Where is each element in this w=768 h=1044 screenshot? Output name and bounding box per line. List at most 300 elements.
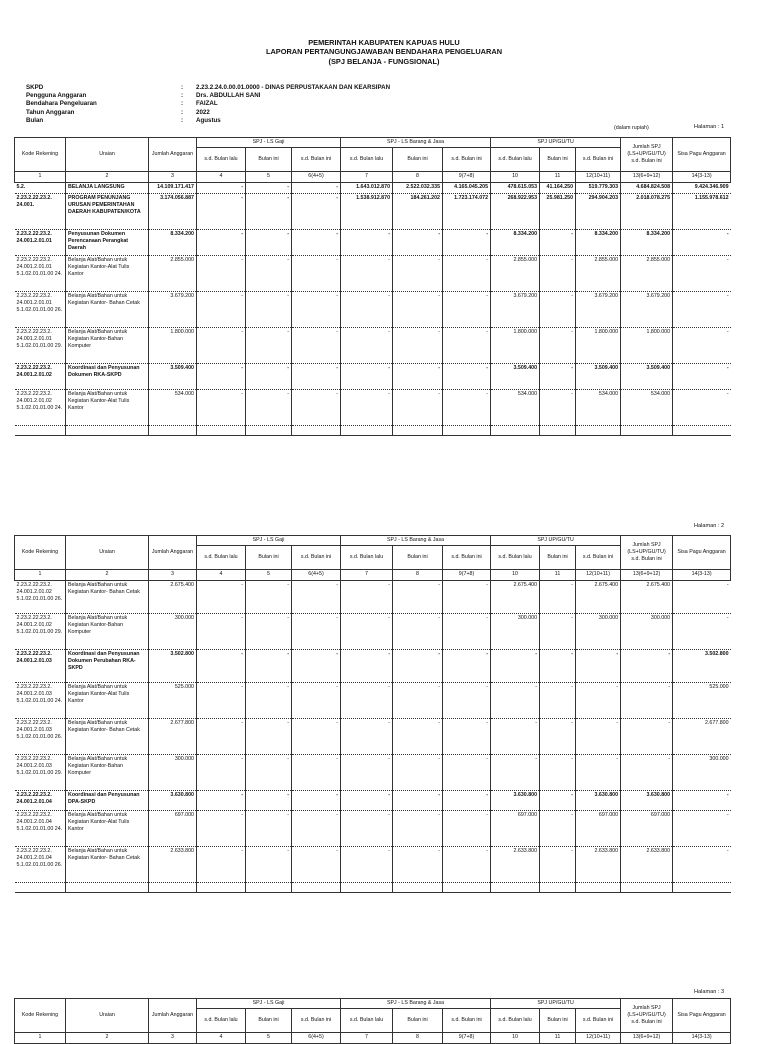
cell-amount: 2.675.400	[149, 580, 197, 613]
cell-amount: -	[443, 255, 491, 291]
cell-amount: 697.000	[621, 810, 673, 846]
col-bulan-ini: Bulan ini	[540, 546, 576, 570]
cell-amount: -	[673, 229, 731, 255]
col-sd-bulan-ini: s.d. Bulan ini	[576, 1009, 621, 1033]
meta-label: Bulan	[26, 116, 44, 124]
currency-note: (dalam rupiah)	[614, 125, 649, 131]
col-number: 4	[197, 172, 246, 182]
table-row	[15, 193, 731, 229]
table-row	[15, 613, 731, 649]
meta-value: 2.23.2.24.0.00.01.0000 - DINAS PERPUSTAKAAN DAN KEARSIPAN	[196, 84, 391, 91]
cell-amount: -	[246, 846, 292, 882]
cell-amount: -	[621, 649, 673, 682]
cell-amount: -	[443, 363, 491, 389]
cell-amount: -	[393, 613, 443, 649]
cell-amount: 3.630.800	[491, 790, 540, 810]
cell-amount: 3.509.400	[621, 363, 673, 389]
cell-uraian: Koordinasi dan Penyusunan DPA-SKPD	[66, 790, 149, 810]
cell-kode-rekening: 2.23.2.22.23.2. 24.001.2.01.02 5.1.02.01.01.00 24.	[15, 389, 66, 425]
col-sd-bulan-lalu: s.d. Bulan lalu	[491, 546, 540, 570]
col-number: 14(3-13)	[673, 1033, 731, 1043]
col-jumlah-spj	[621, 536, 673, 570]
empty-cell	[621, 882, 673, 892]
meta-value: 2022	[196, 108, 210, 116]
cell-amount: -	[246, 613, 292, 649]
cell-amount: 3.679.200	[621, 291, 673, 327]
cell-amount: -	[540, 846, 576, 882]
cell-amount: -	[540, 682, 576, 718]
cell-amount: -	[292, 193, 341, 229]
cell-amount: 294.904.203	[576, 193, 621, 229]
col-sd-bulan-ini: s.d. Bulan ini	[576, 148, 621, 172]
cell-amount: -	[491, 754, 540, 790]
col-sd-bulan-ini: s.d. Bulan ini	[576, 546, 621, 570]
col-sd-bulan-ini: s.d. Bulan ini	[292, 148, 341, 172]
cell-uraian: Belanja Alat/Bahan untuk Kegiatan Kantor- Bahan Cetak	[66, 718, 149, 754]
cell-amount: -	[443, 389, 491, 425]
cell-amount: -	[540, 718, 576, 754]
cell-kode-rekening: 2.23.2.22.23.2. 24.001.	[15, 193, 66, 229]
cell-amount: -	[576, 718, 621, 754]
col-sisa-pagu: Sisa Pagu Anggaran	[673, 999, 731, 1033]
page-number: Halaman : 3	[694, 989, 725, 995]
table-row	[15, 846, 731, 882]
cell-amount: 300.000	[149, 613, 197, 649]
table-row	[15, 255, 731, 291]
cell-kode-rekening: 2.23.2.22.23.2. 24.001.2.01.02 5.1.02.01.01.00 26.	[15, 580, 66, 613]
table-row	[15, 389, 731, 425]
cell-amount: 1.643.012.870	[341, 182, 393, 193]
cell-amount: -	[540, 255, 576, 291]
cell-amount: -	[246, 810, 292, 846]
col-jumlah-spj-line3: s.d. Bulan ini	[631, 1019, 662, 1026]
cell-amount: -	[673, 291, 731, 327]
col-group-ls-barang: SPJ - LS Barang & Jasa	[341, 138, 491, 148]
col-group-ls-barang: SPJ - LS Barang & Jasa	[341, 999, 491, 1009]
cell-amount: -	[292, 649, 341, 682]
cell-uraian: PROGRAM PENUNJANG URUSAN PEMERINTAHAN DAERAH KABUPATEN/KOTA	[66, 193, 149, 229]
cell-amount: -	[197, 754, 246, 790]
meta-label: Bendahara Pengeluaran	[26, 100, 97, 108]
cell-kode-rekening: 2.23.2.22.23.2. 24.001.2.01.03 5.1.02.01.01.00 26.	[15, 718, 66, 754]
empty-cell	[246, 882, 292, 892]
cell-amount: 697.000	[576, 810, 621, 846]
col-number: 11	[540, 172, 576, 182]
cell-amount: -	[443, 790, 491, 810]
cell-amount: -	[246, 327, 292, 363]
cell-amount: -	[197, 229, 246, 255]
cell-amount: -	[292, 327, 341, 363]
cell-amount: 300.000	[576, 613, 621, 649]
meta-label: Pengguna Anggaran	[26, 92, 87, 100]
cell-uraian: Belanja Alat/Bahan untuk Kegiatan Kantor- Bahan Cetak	[66, 846, 149, 882]
cell-amount: 2.633.800	[491, 846, 540, 882]
cell-amount: -	[443, 754, 491, 790]
col-sd-bulan-lalu: s.d. Bulan lalu	[491, 1009, 540, 1033]
cell-amount: -	[443, 846, 491, 882]
col-group-ls-barang: SPJ - LS Barang & Jasa	[341, 536, 491, 546]
col-sd-bulan-lalu: s.d. Bulan lalu	[341, 546, 393, 570]
cell-amount: 3.679.200	[576, 291, 621, 327]
cell-amount: -	[341, 327, 393, 363]
cell-amount: 300.000	[149, 754, 197, 790]
col-jumlah-spj-line1: Jumlah SPJ	[632, 1004, 661, 1011]
col-uraian: Uraian	[66, 999, 149, 1033]
cell-amount: -	[197, 718, 246, 754]
cell-amount: 2.675.400	[491, 580, 540, 613]
empty-cell	[292, 882, 341, 892]
table-row	[15, 810, 731, 846]
cell-amount: 300.000	[673, 754, 731, 790]
col-kode-rekening: Kode Rekening	[15, 536, 66, 570]
cell-amount: -	[443, 613, 491, 649]
cell-amount: -	[197, 846, 246, 882]
cell-amount: -	[292, 718, 341, 754]
cell-amount: -	[341, 363, 393, 389]
cell-amount: 697.000	[149, 810, 197, 846]
cell-amount: -	[443, 327, 491, 363]
cell-amount: 1.800.000	[576, 327, 621, 363]
col-bulan-ini: Bulan ini	[246, 148, 292, 172]
col-group-ls-gaji: SPJ - LS Gaji	[197, 138, 341, 148]
col-number: 12(10+11)	[576, 570, 621, 580]
cell-amount: -	[197, 389, 246, 425]
cell-amount: 2.675.400	[621, 580, 673, 613]
cell-amount: -	[292, 229, 341, 255]
empty-cell	[621, 425, 673, 435]
cell-amount: -	[292, 255, 341, 291]
col-number: 1	[15, 172, 66, 182]
cell-amount: 8.334.200	[149, 229, 197, 255]
col-bulan-ini: Bulan ini	[393, 148, 443, 172]
empty-cell	[443, 882, 491, 892]
empty-cell	[393, 425, 443, 435]
cell-amount: -	[443, 291, 491, 327]
cell-amount: -	[246, 182, 292, 193]
cell-amount: -	[197, 182, 246, 193]
cell-amount: -	[341, 754, 393, 790]
empty-cell	[197, 425, 246, 435]
col-group-up-gu-tu: SPJ UP/GU/TU	[491, 999, 621, 1009]
empty-cell	[576, 882, 621, 892]
cell-uraian: Koordinasi dan Penyusunan Dokumen Perubahan RKA-SKPD	[66, 649, 149, 682]
col-number: 13(6+9+12)	[621, 1033, 673, 1043]
col-uraian: Uraian	[66, 138, 149, 172]
doc-title-line1: PEMERINTAH KABUPATEN KAPUAS HULU	[308, 38, 460, 47]
col-number: 8	[393, 1033, 443, 1043]
cell-amount: -	[246, 193, 292, 229]
cell-kode-rekening: 5.2.	[15, 182, 66, 193]
col-number: 5	[246, 1033, 292, 1043]
col-sd-bulan-lalu: s.d. Bulan lalu	[341, 148, 393, 172]
cell-amount: -	[341, 790, 393, 810]
cell-amount: -	[540, 363, 576, 389]
cell-amount: -	[540, 389, 576, 425]
cell-amount: -	[197, 580, 246, 613]
cell-uraian: Belanja Alat/Bahan untuk Kegiatan Kantor- Bahan Cetak	[66, 580, 149, 613]
doc-title-line2: LAPORAN PERTANGUNGJAWABAN BENDAHARA PENGELUARAN	[265, 47, 503, 56]
col-bulan-ini: Bulan ini	[393, 1009, 443, 1033]
col-number: 4	[197, 570, 246, 580]
cell-amount: 3.509.400	[149, 363, 197, 389]
col-sd-bulan-lalu: s.d. Bulan lalu	[491, 148, 540, 172]
cell-amount: -	[393, 255, 443, 291]
col-number: 5	[246, 172, 292, 182]
cell-uraian: Belanja Alat/Bahan untuk Kegiatan Kantor- Bahan Cetak	[66, 291, 149, 327]
col-number: 10	[491, 172, 540, 182]
meta-value: Drs. ABDULLAH SANI	[196, 92, 261, 100]
col-number: 1	[15, 1033, 66, 1043]
cell-amount: -	[393, 580, 443, 613]
cell-kode-rekening: 2.23.2.22.23.2. 24.001.2.01.01 5.1.02.01.01.00 24.	[15, 255, 66, 291]
col-number: 5	[246, 570, 292, 580]
table-end-row	[15, 882, 731, 892]
cell-kode-rekening: 2.23.2.22.23.2. 24.001.2.01.03 5.1.02.01.01.00 29.	[15, 754, 66, 790]
col-number: 13(6+9+12)	[621, 570, 673, 580]
cell-amount: 41.164.250	[540, 182, 576, 193]
col-bulan-ini: Bulan ini	[246, 1009, 292, 1033]
cell-amount: -	[246, 754, 292, 790]
col-number: 11	[540, 1033, 576, 1043]
cell-kode-rekening: 2.23.2.22.23.2. 24.001.2.01.04 5.1.02.01.01.00 24.	[15, 810, 66, 846]
cell-amount: 2.855.000	[149, 255, 197, 291]
cell-amount: -	[621, 682, 673, 718]
col-number: 6(4+5)	[292, 1033, 341, 1043]
col-uraian: Uraian	[66, 536, 149, 570]
cell-uraian: Belanja Alat/Bahan untuk Kegiatan Kantor-Bahan Komputer	[66, 754, 149, 790]
cell-amount: -	[443, 649, 491, 682]
col-jumlah-spj	[621, 999, 673, 1033]
empty-cell	[15, 425, 66, 435]
cell-amount: -	[197, 649, 246, 682]
col-sd-bulan-lalu: s.d. Bulan lalu	[341, 1009, 393, 1033]
cell-amount: -	[197, 613, 246, 649]
cell-uraian: Belanja Alat/Bahan untuk Kegiatan Kantor-Alat Tulis Kantor	[66, 682, 149, 718]
cell-amount: -	[673, 327, 731, 363]
cell-amount: -	[540, 810, 576, 846]
cell-amount: -	[673, 613, 731, 649]
cell-amount: -	[393, 682, 443, 718]
empty-cell	[393, 882, 443, 892]
cell-amount: 268.922.953	[491, 193, 540, 229]
col-number: 12(10+11)	[576, 1033, 621, 1043]
empty-cell	[673, 882, 731, 892]
cell-amount: 3.509.400	[576, 363, 621, 389]
cell-amount: -	[393, 389, 443, 425]
table-body	[15, 182, 731, 435]
col-jumlah-anggaran: Jumlah Anggaran	[149, 999, 197, 1033]
table-row	[15, 580, 731, 613]
cell-amount: -	[341, 291, 393, 327]
meta-label: SKPD	[26, 84, 44, 91]
meta-label: Tahun Anggaran	[26, 108, 75, 116]
col-number: 9(7+8)	[443, 570, 491, 580]
cell-uraian: Belanja Alat/Bahan untuk Kegiatan Kantor-Bahan Komputer	[66, 327, 149, 363]
cell-amount: -	[393, 229, 443, 255]
meta-value: FAIZAL	[196, 100, 218, 108]
table-row	[15, 790, 731, 810]
empty-cell	[15, 882, 66, 892]
report-meta: SKPD : 2.23.2.24.0.00.01.0000 - DINAS PERPUSTAKAAN DAN KEARSIPAN Pengguna Anggaran : Drs. ABDULLAH SANI Bendahara Pengeluaran : FAIZAL Tahun Anggaran : 2022 Bulan : Agustus	[26, 84, 391, 124]
cell-uraian: BELANJA LANGSUNG	[66, 182, 149, 193]
cell-kode-rekening: 2.23.2.22.23.2. 24.001.2.01.04 5.1.02.01.01.00 26.	[15, 846, 66, 882]
cell-amount: -	[292, 291, 341, 327]
cell-amount: -	[341, 389, 393, 425]
col-number: 8	[393, 570, 443, 580]
cell-uraian: Penyusunan Dokumen Perencanaan Perangkat Daerah	[66, 229, 149, 255]
empty-cell	[341, 425, 393, 435]
cell-amount: -	[341, 718, 393, 754]
table-row	[15, 229, 731, 255]
cell-amount: -	[292, 580, 341, 613]
cell-amount: -	[540, 580, 576, 613]
col-group-up-gu-tu: SPJ UP/GU/TU	[491, 536, 621, 546]
col-number: 2	[66, 172, 149, 182]
empty-cell	[197, 882, 246, 892]
cell-uraian: Belanja Alat/Bahan untuk Kegiatan Kantor-Bahan Komputer	[66, 613, 149, 649]
col-sd-bulan-lalu: s.d. Bulan lalu	[197, 1009, 246, 1033]
cell-kode-rekening: 2.23.2.22.23.2. 24.001.2.01.03 5.1.02.01.01.00 24.	[15, 682, 66, 718]
cell-amount: -	[341, 846, 393, 882]
cell-amount: -	[443, 229, 491, 255]
cell-amount: 8.334.200	[491, 229, 540, 255]
cell-amount: -	[246, 291, 292, 327]
col-group-up-gu-tu: SPJ UP/GU/TU	[491, 138, 621, 148]
cell-amount: 8.334.200	[576, 229, 621, 255]
cell-amount: 534.000	[149, 389, 197, 425]
cell-amount: -	[393, 790, 443, 810]
cell-kode-rekening: 2.23.2.22.23.2. 24.001.2.01.01	[15, 229, 66, 255]
col-jumlah-spj-line2: (LS+UP/GU/TU)	[627, 549, 666, 555]
col-number: 6(4+5)	[292, 570, 341, 580]
col-sd-bulan-ini: s.d. Bulan ini	[443, 148, 491, 172]
cell-amount: 2.677.800	[673, 718, 731, 754]
cell-amount: -	[197, 291, 246, 327]
cell-amount: -	[246, 229, 292, 255]
cell-amount: -	[341, 810, 393, 846]
col-number: 14(3-13)	[673, 570, 731, 580]
cell-amount: 1.538.912.870	[341, 193, 393, 229]
cell-amount: 534.000	[621, 389, 673, 425]
cell-amount: -	[292, 363, 341, 389]
cell-amount: 2.633.800	[576, 846, 621, 882]
col-number: 11	[540, 570, 576, 580]
table-row	[15, 682, 731, 718]
cell-amount: 3.174.056.887	[149, 193, 197, 229]
col-sd-bulan-ini: s.d. Bulan ini	[292, 1009, 341, 1033]
cell-amount: -	[341, 682, 393, 718]
cell-amount: -	[393, 291, 443, 327]
empty-cell	[149, 425, 197, 435]
cell-amount: 525.000	[673, 682, 731, 718]
cell-amount: -	[341, 613, 393, 649]
cell-amount: -	[246, 389, 292, 425]
col-kode-rekening: Kode Rekening	[15, 999, 66, 1033]
cell-amount: -	[393, 846, 443, 882]
empty-cell	[673, 425, 731, 435]
cell-kode-rekening: 2.23.2.22.23.2. 24.001.2.01.03	[15, 649, 66, 682]
cell-amount: 3.502.800	[149, 649, 197, 682]
cell-amount: -	[246, 255, 292, 291]
cell-amount: -	[197, 363, 246, 389]
cell-amount: 1.723.174.072	[443, 193, 491, 229]
cell-amount: -	[197, 255, 246, 291]
col-number: 1	[15, 570, 66, 580]
empty-cell	[246, 425, 292, 435]
cell-amount: 25.981.250	[540, 193, 576, 229]
cell-amount: -	[246, 363, 292, 389]
cell-amount: 3.502.800	[673, 649, 731, 682]
cell-amount: -	[393, 649, 443, 682]
col-number: 7	[341, 1033, 393, 1043]
table-row	[15, 182, 731, 193]
table-row	[15, 754, 731, 790]
spj-table-page-3	[14, 998, 731, 1044]
cell-amount: -	[292, 846, 341, 882]
col-sd-bulan-lalu: s.d. Bulan lalu	[197, 148, 246, 172]
col-jumlah-spj-line1: Jumlah SPJ	[632, 541, 661, 548]
col-sd-bulan-ini: s.d. Bulan ini	[443, 1009, 491, 1033]
cell-amount: 697.000	[491, 810, 540, 846]
cell-uraian: Belanja Alat/Bahan untuk Kegiatan Kantor-Alat Tulis Kantor	[66, 389, 149, 425]
page-number: Halaman : 2	[694, 523, 725, 529]
col-kode-rekening: Kode Rekening	[15, 138, 66, 172]
cell-amount: -	[621, 718, 673, 754]
table-row	[15, 363, 731, 389]
cell-amount: 534.000	[576, 389, 621, 425]
meta-value: Agustus	[196, 116, 221, 124]
cell-amount: 4.165.045.205	[443, 182, 491, 193]
col-number: 14(3-13)	[673, 172, 731, 182]
cell-amount: 3.630.800	[621, 790, 673, 810]
col-number: 13(6+9+12)	[621, 172, 673, 182]
cell-amount: -	[673, 255, 731, 291]
cell-amount: 9.424.346.909	[673, 182, 731, 193]
table-row	[15, 718, 731, 754]
col-sd-bulan-ini: s.d. Bulan ini	[292, 546, 341, 570]
col-number: 8	[393, 172, 443, 182]
cell-amount: -	[246, 682, 292, 718]
cell-amount: 2.633.800	[621, 846, 673, 882]
cell-amount: -	[393, 363, 443, 389]
cell-amount: -	[540, 291, 576, 327]
cell-amount: -	[673, 790, 731, 810]
col-jumlah-spj-line1: Jumlah SPJ	[632, 143, 661, 150]
cell-amount: -	[673, 363, 731, 389]
cell-amount: -	[292, 790, 341, 810]
cell-amount: -	[540, 327, 576, 363]
cell-amount: -	[673, 846, 731, 882]
col-number: 3	[149, 1033, 197, 1043]
empty-cell	[540, 882, 576, 892]
cell-amount: -	[341, 255, 393, 291]
cell-amount: -	[491, 682, 540, 718]
cell-amount: -	[292, 613, 341, 649]
col-number: 2	[66, 570, 149, 580]
cell-amount: -	[197, 810, 246, 846]
cell-amount: 1.800.000	[491, 327, 540, 363]
cell-amount: -	[197, 193, 246, 229]
empty-cell	[292, 425, 341, 435]
cell-kode-rekening: 2.23.2.22.23.2. 24.001.2.01.04	[15, 790, 66, 810]
cell-amount: -	[197, 327, 246, 363]
cell-amount: 1.155.978.612	[673, 193, 731, 229]
cell-amount: -	[673, 810, 731, 846]
cell-amount: 2.522.032.335	[393, 182, 443, 193]
cell-amount: 1.800.000	[149, 327, 197, 363]
table-row	[15, 327, 731, 363]
col-group-ls-gaji: SPJ - LS Gaji	[197, 999, 341, 1009]
